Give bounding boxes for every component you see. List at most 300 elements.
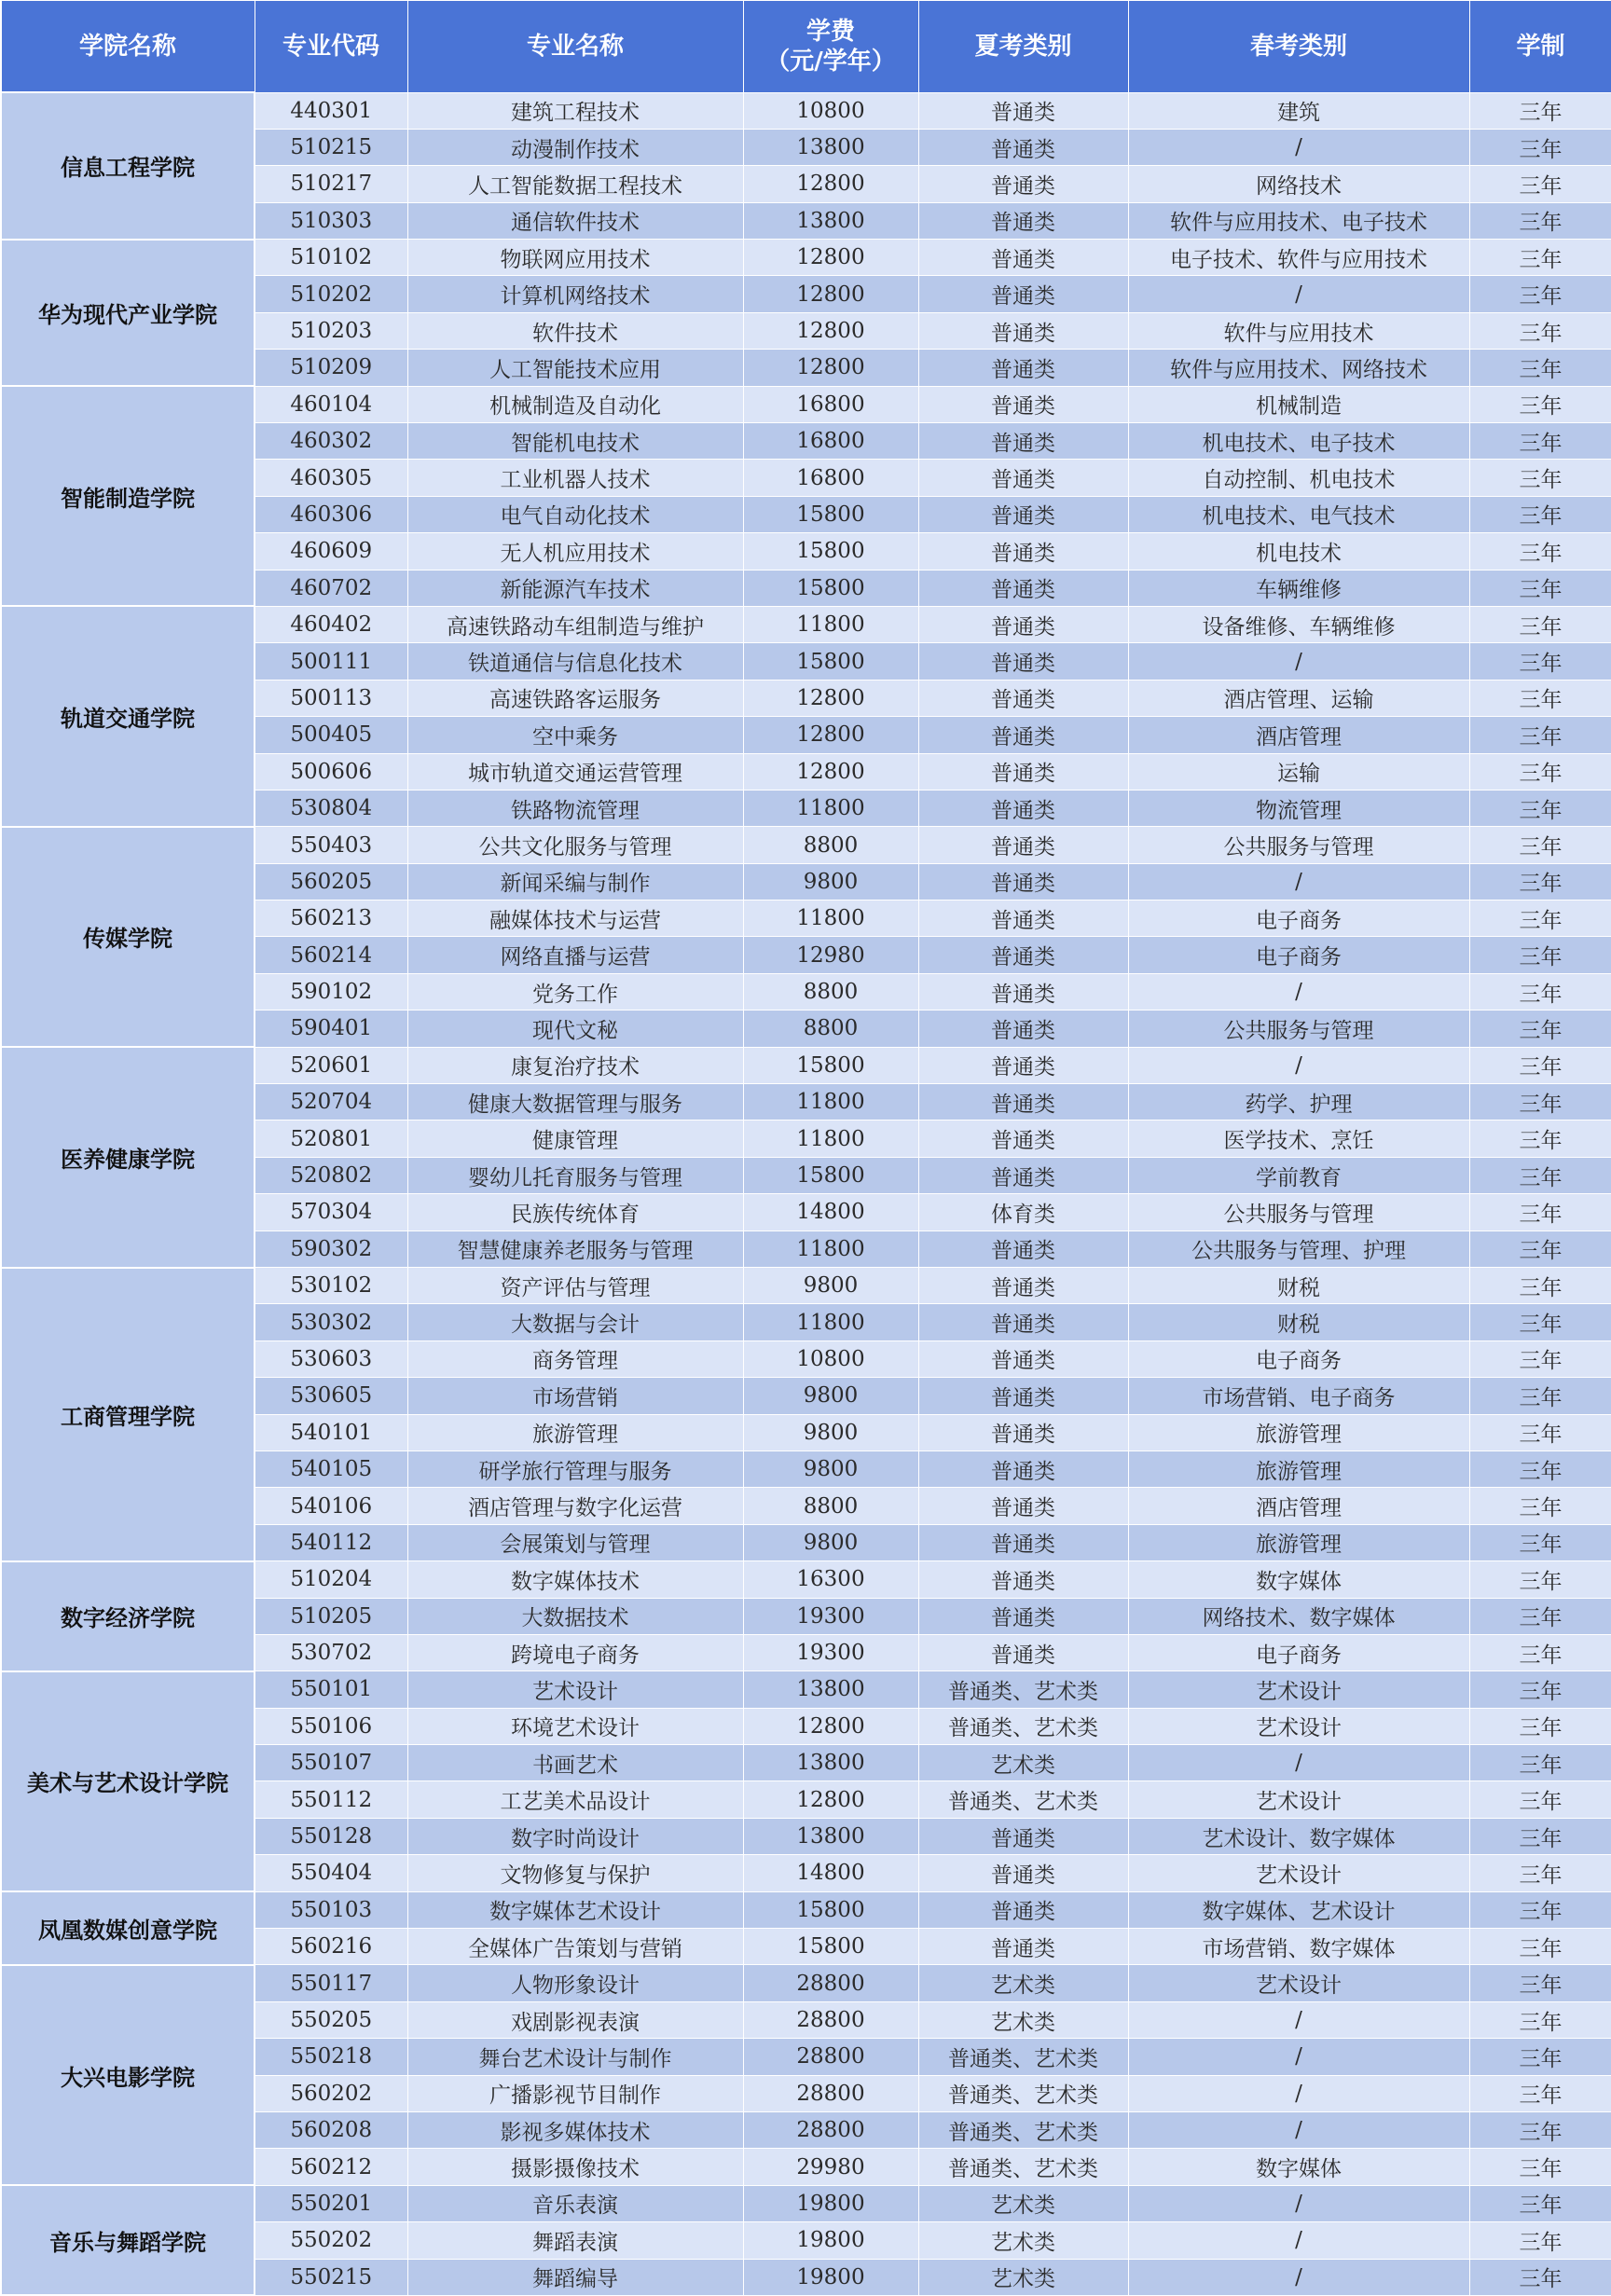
spring-category: / (1128, 1047, 1469, 1083)
major-code: 560205 (255, 863, 407, 900)
major-name: 全媒体广告策划与营销 (407, 1929, 743, 1965)
major-code: 550403 (255, 827, 407, 863)
tuition-fee: 11800 (743, 1121, 918, 1157)
spring-category: 车辆维修 (1128, 570, 1469, 606)
summer-category: 普通类 (918, 1378, 1128, 1414)
major-name: 铁路物流管理 (407, 790, 743, 826)
summer-category: 普通类 (918, 1121, 1128, 1157)
major-name: 旅游管理 (407, 1414, 743, 1450)
major-name: 智能机电技术 (407, 423, 743, 460)
tuition-fee: 12800 (743, 166, 918, 202)
tuition-fee: 13800 (743, 129, 918, 165)
duration: 三年 (1469, 827, 1611, 863)
major-name: 人物形象设计 (407, 1965, 743, 2001)
duration: 三年 (1469, 1561, 1611, 1598)
major-code: 530102 (255, 1268, 407, 1304)
major-code: 550103 (255, 1891, 407, 1928)
tuition-fee: 11800 (743, 1230, 918, 1267)
tuition-fee: 12800 (743, 240, 918, 276)
major-code: 460609 (255, 533, 407, 570)
duration: 三年 (1469, 1378, 1611, 1414)
summer-category: 普通类 (918, 790, 1128, 826)
table-row (1, 386, 1611, 422)
spring-category: 物流管理 (1128, 790, 1469, 826)
header-major: 专业名称 (407, 1, 743, 93)
major-code: 550128 (255, 1818, 407, 1854)
duration: 三年 (1469, 350, 1611, 386)
major-name: 人工智能技术应用 (407, 350, 743, 386)
spring-category: 财税 (1128, 1304, 1469, 1340)
tuition-fee: 8800 (743, 973, 918, 1010)
major-name: 音乐表演 (407, 2185, 743, 2221)
duration: 三年 (1469, 92, 1611, 129)
major-code: 550202 (255, 2222, 407, 2259)
duration: 三年 (1469, 1781, 1611, 1818)
major-code: 510205 (255, 1598, 407, 1634)
summer-category: 普通类 (918, 937, 1128, 973)
summer-category: 普通类 (918, 533, 1128, 570)
college-name: 华为现代产业学院 (1, 240, 255, 387)
summer-category: 普通类 (918, 1598, 1128, 1634)
table-row (1, 1268, 1611, 1304)
spring-category: 软件与应用技术、电子技术 (1128, 202, 1469, 239)
tuition-fee: 10800 (743, 92, 918, 129)
duration: 三年 (1469, 1084, 1611, 1121)
spring-category: / (1128, 2222, 1469, 2259)
tuition-fee: 8800 (743, 1011, 918, 1047)
duration: 三年 (1469, 1891, 1611, 1928)
summer-category: 普通类 (918, 1855, 1128, 1891)
major-code: 500111 (255, 643, 407, 680)
tuition-fee: 19300 (743, 1634, 918, 1670)
tuition-fee: 28800 (743, 2111, 918, 2148)
spring-category: 电子商务 (1128, 901, 1469, 937)
tuition-fee: 28800 (743, 2075, 918, 2111)
tuition-fee: 9800 (743, 863, 918, 900)
tuition-fee: 10800 (743, 1340, 918, 1377)
duration: 三年 (1469, 2075, 1611, 2111)
major-name: 商务管理 (407, 1340, 743, 1377)
tuition-fee: 15800 (743, 496, 918, 532)
summer-category: 艺术类 (918, 2222, 1128, 2259)
duration: 三年 (1469, 790, 1611, 826)
spring-category: 机电技术 (1128, 533, 1469, 570)
tuition-fee: 19800 (743, 2185, 918, 2221)
header-fee-line2: （元/学年） (765, 47, 896, 76)
major-name: 物联网应用技术 (407, 240, 743, 276)
major-code: 510102 (255, 240, 407, 276)
summer-category: 普通类 (918, 1818, 1128, 1854)
summer-category: 普通类 (918, 1340, 1128, 1377)
major-name: 戏剧影视表演 (407, 2001, 743, 2038)
summer-category: 普通类、艺术类 (918, 2039, 1128, 2075)
major-code: 560202 (255, 2075, 407, 2111)
duration: 三年 (1469, 1965, 1611, 2001)
major-name: 大数据与会计 (407, 1304, 743, 1340)
college-name: 轨道交通学院 (1, 606, 255, 826)
summer-category: 普通类 (918, 460, 1128, 496)
spring-category: 机电技术、电气技术 (1128, 496, 1469, 532)
tuition-fee: 16800 (743, 423, 918, 460)
major-name: 软件技术 (407, 312, 743, 349)
major-name: 健康大数据管理与服务 (407, 1084, 743, 1121)
spring-category: 电子商务 (1128, 1340, 1469, 1377)
duration: 三年 (1469, 606, 1611, 642)
major-code: 550201 (255, 2185, 407, 2221)
summer-category: 普通类 (918, 1450, 1128, 1487)
major-code: 530603 (255, 1340, 407, 1377)
summer-category: 普通类 (918, 1047, 1128, 1083)
duration: 三年 (1469, 1304, 1611, 1340)
major-name: 数字媒体艺术设计 (407, 1891, 743, 1928)
duration: 三年 (1469, 1855, 1611, 1891)
major-name: 融媒体技术与运营 (407, 901, 743, 937)
spring-category: 网络技术 (1128, 166, 1469, 202)
spring-category: 软件与应用技术 (1128, 312, 1469, 349)
duration: 三年 (1469, 276, 1611, 312)
major-code: 510204 (255, 1561, 407, 1598)
duration: 三年 (1469, 1157, 1611, 1193)
spring-category: 药学、护理 (1128, 1084, 1469, 1121)
duration: 三年 (1469, 496, 1611, 532)
tuition-fee: 12800 (743, 276, 918, 312)
duration: 三年 (1469, 937, 1611, 973)
major-name: 智慧健康养老服务与管理 (407, 1230, 743, 1267)
major-code: 520704 (255, 1084, 407, 1121)
major-code: 460702 (255, 570, 407, 606)
table-row (1, 1047, 1611, 1083)
tuition-fee: 11800 (743, 606, 918, 642)
table-header (1, 1, 1611, 93)
major-name: 广播影视节目制作 (407, 2075, 743, 2111)
spring-category: 公共服务与管理 (1128, 1011, 1469, 1047)
major-name: 公共文化服务与管理 (407, 827, 743, 863)
major-code: 560216 (255, 1929, 407, 1965)
major-name: 城市轨道交通运营管理 (407, 753, 743, 790)
summer-category: 普通类 (918, 276, 1128, 312)
major-name: 高速铁路动车组制造与维护 (407, 606, 743, 642)
major-name: 摄影摄像技术 (407, 2149, 743, 2185)
major-code: 520601 (255, 1047, 407, 1083)
duration: 三年 (1469, 680, 1611, 716)
spring-category: / (1128, 2185, 1469, 2221)
major-code: 530702 (255, 1634, 407, 1670)
major-name: 计算机网络技术 (407, 276, 743, 312)
tuition-fee: 15800 (743, 1157, 918, 1193)
tuition-fee: 19800 (743, 2259, 918, 2295)
college-name: 大兴电影学院 (1, 1965, 255, 2185)
major-name: 机械制造及自动化 (407, 386, 743, 422)
major-code: 500606 (255, 753, 407, 790)
summer-category: 普通类 (918, 1414, 1128, 1450)
tuition-fee: 28800 (743, 2039, 918, 2075)
duration: 三年 (1469, 423, 1611, 460)
spring-category: 艺术设计 (1128, 1781, 1469, 1818)
summer-category: 普通类 (918, 570, 1128, 606)
major-code: 500405 (255, 717, 407, 753)
duration: 三年 (1469, 2001, 1611, 2038)
summer-category: 普通类 (918, 863, 1128, 900)
summer-category: 普通类 (918, 386, 1128, 422)
spring-category: / (1128, 129, 1469, 165)
duration: 三年 (1469, 1340, 1611, 1377)
summer-category: 普通类 (918, 827, 1128, 863)
major-code: 460306 (255, 496, 407, 532)
duration: 三年 (1469, 643, 1611, 680)
college-name: 医养健康学院 (1, 1047, 255, 1267)
summer-category: 普通类 (918, 717, 1128, 753)
duration: 三年 (1469, 863, 1611, 900)
major-name: 动漫制作技术 (407, 129, 743, 165)
summer-category: 普通类 (918, 166, 1128, 202)
tuition-fee: 12800 (743, 680, 918, 716)
duration: 三年 (1469, 1745, 1611, 1781)
spring-category: / (1128, 2111, 1469, 2148)
summer-category: 体育类 (918, 1194, 1128, 1230)
college-name: 信息工程学院 (1, 92, 255, 240)
tuition-fee: 29980 (743, 2149, 918, 2185)
tuition-fee: 8800 (743, 827, 918, 863)
major-code: 520801 (255, 1121, 407, 1157)
major-name: 婴幼儿托育服务与管理 (407, 1157, 743, 1193)
summer-category: 普通类 (918, 423, 1128, 460)
tuition-fee: 13800 (743, 1671, 918, 1708)
duration: 三年 (1469, 240, 1611, 276)
duration: 三年 (1469, 1524, 1611, 1560)
major-code: 550215 (255, 2259, 407, 2295)
duration: 三年 (1469, 312, 1611, 349)
major-code: 560213 (255, 901, 407, 937)
major-name: 跨境电子商务 (407, 1634, 743, 1670)
major-code: 530302 (255, 1304, 407, 1340)
spring-category: / (1128, 973, 1469, 1010)
duration: 三年 (1469, 1598, 1611, 1634)
tuition-fee: 15800 (743, 533, 918, 570)
major-name: 数字时尚设计 (407, 1818, 743, 1854)
duration: 三年 (1469, 386, 1611, 422)
tuition-fee: 13800 (743, 1745, 918, 1781)
major-code: 540112 (255, 1524, 407, 1560)
duration: 三年 (1469, 1047, 1611, 1083)
major-code: 550117 (255, 1965, 407, 2001)
college-name: 美术与艺术设计学院 (1, 1671, 255, 1891)
spring-category: 自动控制、机电技术 (1128, 460, 1469, 496)
summer-category: 普通类 (918, 606, 1128, 642)
major-code: 550101 (255, 1671, 407, 1708)
tuition-fee: 12980 (743, 937, 918, 973)
major-code: 590302 (255, 1230, 407, 1267)
major-name: 空中乘务 (407, 717, 743, 753)
tuition-fee: 9800 (743, 1378, 918, 1414)
spring-category: 旅游管理 (1128, 1524, 1469, 1560)
spring-category: 数字媒体 (1128, 1561, 1469, 1598)
table-row (1, 1671, 1611, 1708)
major-code: 460104 (255, 386, 407, 422)
summer-category: 普通类 (918, 643, 1128, 680)
summer-category: 普通类 (918, 1157, 1128, 1193)
college-name: 工商管理学院 (1, 1268, 255, 1561)
tuition-fee: 11800 (743, 1084, 918, 1121)
spring-category: 机械制造 (1128, 386, 1469, 422)
major-code: 530605 (255, 1378, 407, 1414)
duration: 三年 (1469, 202, 1611, 239)
summer-category: 普通类、艺术类 (918, 1781, 1128, 1818)
tuition-fee: 9800 (743, 1414, 918, 1450)
spring-category: 电子商务 (1128, 937, 1469, 973)
table-row (1, 2185, 1611, 2221)
tuition-fee: 9800 (743, 1524, 918, 1560)
tuition-fee: 11800 (743, 901, 918, 937)
spring-category: 数字媒体、艺术设计 (1128, 1891, 1469, 1928)
table-body (1, 92, 1611, 2295)
major-name: 工艺美术品设计 (407, 1781, 743, 1818)
spring-category: / (1128, 2001, 1469, 2038)
summer-category: 普通类 (918, 92, 1128, 129)
duration: 三年 (1469, 1929, 1611, 1965)
tuition-fee: 15800 (743, 643, 918, 680)
summer-category: 普通类 (918, 1268, 1128, 1304)
table-row (1, 92, 1611, 129)
header-code: 专业代码 (255, 1, 407, 93)
major-name: 人工智能数据工程技术 (407, 166, 743, 202)
summer-category: 普通类 (918, 350, 1128, 386)
spring-category: 电子商务 (1128, 1634, 1469, 1670)
summer-category: 艺术类 (918, 2001, 1128, 2038)
duration: 三年 (1469, 460, 1611, 496)
spring-category: 市场营销、电子商务 (1128, 1378, 1469, 1414)
tuition-fee: 19800 (743, 2222, 918, 2259)
major-code: 550218 (255, 2039, 407, 2075)
summer-category: 普通类 (918, 901, 1128, 937)
major-name: 网络直播与运营 (407, 937, 743, 973)
major-name: 新闻采编与制作 (407, 863, 743, 900)
summer-category: 普通类 (918, 1561, 1128, 1598)
summer-category: 普通类 (918, 1304, 1128, 1340)
tuition-fee: 16800 (743, 386, 918, 422)
header-summer: 夏考类别 (918, 1, 1128, 93)
summer-category: 艺术类 (918, 2185, 1128, 2221)
major-code: 590102 (255, 973, 407, 1010)
major-name: 市场营销 (407, 1378, 743, 1414)
spring-category: / (1128, 2075, 1469, 2111)
spring-category: 旅游管理 (1128, 1450, 1469, 1487)
summer-category: 普通类、艺术类 (918, 2111, 1128, 2148)
summer-category: 普通类 (918, 1488, 1128, 1524)
major-name: 电气自动化技术 (407, 496, 743, 532)
duration: 三年 (1469, 1818, 1611, 1854)
major-name: 铁道通信与信息化技术 (407, 643, 743, 680)
major-code: 550107 (255, 1745, 407, 1781)
header-duration: 学制 (1469, 1, 1611, 93)
summer-category: 普通类 (918, 1891, 1128, 1928)
duration: 三年 (1469, 2149, 1611, 2185)
major-code: 510303 (255, 202, 407, 239)
duration: 三年 (1469, 1450, 1611, 1487)
major-name: 文物修复与保护 (407, 1855, 743, 1891)
duration: 三年 (1469, 717, 1611, 753)
summer-category: 艺术类 (918, 1965, 1128, 2001)
tuition-fee: 13800 (743, 202, 918, 239)
duration: 三年 (1469, 1414, 1611, 1450)
header-fee (743, 1, 918, 93)
table-row (1, 1561, 1611, 1598)
summer-category: 普通类 (918, 312, 1128, 349)
major-name: 建筑工程技术 (407, 92, 743, 129)
major-name: 数字媒体技术 (407, 1561, 743, 1598)
tuition-fee: 14800 (743, 1194, 918, 1230)
major-code: 540106 (255, 1488, 407, 1524)
spring-category: 酒店管理、运输 (1128, 680, 1469, 716)
spring-category: 设备维修、车辆维修 (1128, 606, 1469, 642)
summer-category: 普通类 (918, 1011, 1128, 1047)
summer-category: 普通类 (918, 1929, 1128, 1965)
tuition-fee: 19300 (743, 1598, 918, 1634)
summer-category: 普通类 (918, 129, 1128, 165)
header-spring: 春考类别 (1128, 1, 1469, 93)
spring-category: 学前教育 (1128, 1157, 1469, 1193)
major-code: 550205 (255, 2001, 407, 2038)
major-name: 舞蹈表演 (407, 2222, 743, 2259)
spring-category: / (1128, 1745, 1469, 1781)
tuition-fee: 15800 (743, 1929, 918, 1965)
tuition-fee: 8800 (743, 1488, 918, 1524)
summer-category: 普通类 (918, 1634, 1128, 1670)
major-name: 无人机应用技术 (407, 533, 743, 570)
tuition-fee: 13800 (743, 1818, 918, 1854)
major-name: 舞蹈编导 (407, 2259, 743, 2295)
duration: 三年 (1469, 753, 1611, 790)
tuition-fee: 12800 (743, 312, 918, 349)
summer-category: 艺术类 (918, 2259, 1128, 2295)
spring-category: 艺术设计 (1128, 1855, 1469, 1891)
major-code: 550112 (255, 1781, 407, 1818)
major-code: 590401 (255, 1011, 407, 1047)
major-name: 高速铁路客运服务 (407, 680, 743, 716)
college-name: 音乐与舞蹈学院 (1, 2185, 255, 2295)
spring-category: 数字媒体 (1128, 2149, 1469, 2185)
tuition-fee: 12800 (743, 753, 918, 790)
duration: 三年 (1469, 1194, 1611, 1230)
spring-category: / (1128, 863, 1469, 900)
major-name: 康复治疗技术 (407, 1047, 743, 1083)
duration: 三年 (1469, 129, 1611, 165)
table-row (1, 240, 1611, 276)
duration: 三年 (1469, 533, 1611, 570)
major-code: 510202 (255, 276, 407, 312)
tuition-fee: 28800 (743, 1965, 918, 2001)
spring-category: / (1128, 643, 1469, 680)
duration: 三年 (1469, 1671, 1611, 1708)
duration: 三年 (1469, 570, 1611, 606)
duration: 三年 (1469, 2259, 1611, 2295)
spring-category: 市场营销、数字媒体 (1128, 1929, 1469, 1965)
spring-category: / (1128, 276, 1469, 312)
duration: 三年 (1469, 1634, 1611, 1670)
major-code: 570304 (255, 1194, 407, 1230)
summer-category: 普通类、艺术类 (918, 2075, 1128, 2111)
tuition-fee: 12800 (743, 1708, 918, 1744)
major-code: 510203 (255, 312, 407, 349)
tuition-fee: 12800 (743, 1781, 918, 1818)
tuition-fee: 15800 (743, 1891, 918, 1928)
major-code: 530804 (255, 790, 407, 826)
college-name: 凤凰数媒创意学院 (1, 1891, 255, 1965)
spring-category: / (1128, 2259, 1469, 2295)
summer-category: 普通类 (918, 240, 1128, 276)
major-name: 书画艺术 (407, 1745, 743, 1781)
major-code: 460402 (255, 606, 407, 642)
major-name: 现代文秘 (407, 1011, 743, 1047)
